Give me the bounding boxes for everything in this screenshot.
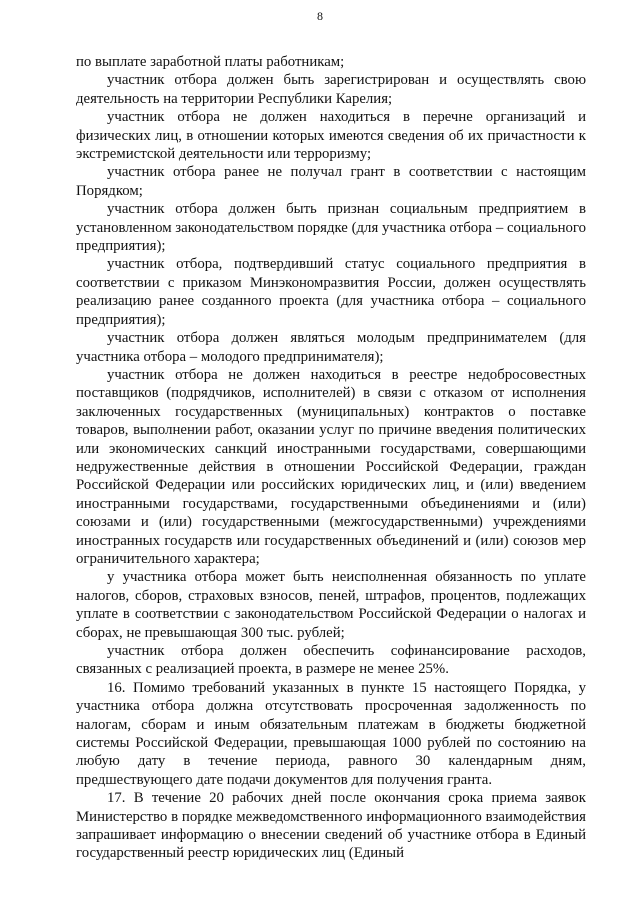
paragraph-requirement-young-entrepreneur: участник отбора должен являться молодым предпринимателем (для участника отбора – молодого предпринимателя);	[76, 330, 586, 365]
paragraph-requirement-unfair-suppliers: участник отбора не должен находиться в реестре недобросовестных поставщиков (подрядчиков, исполнителей) в связи с отказом от исполнения заключенных государственных (муниципальных) контрактов о поставке товаров, выполнении работ, оказании услуг по причине введения политических или экономических санкций иностранными государствами, совершающими недружественные действия в отношении Российской Федерации, граждан Российской Федерации или российских юридических лиц, и (или) введением иностранными государствами, государственными объединениями и (или) союзами и (или) государственными (межгосударственными) учреждениями иностранных государств или государственных объединений и (или) союзов мер ограничительного характера;	[76, 366, 586, 567]
paragraph-requirement-cofinancing: участник отбора должен обеспечить софинансирование расходов, связанных с реализацией проекта, в размере не менее 25%.	[76, 643, 586, 678]
paragraph-requirement-social-enterprise: участник отбора должен быть признан социальным предприятием в установленном законодательством порядке (для участника отбора – социального предприятия);	[76, 201, 586, 255]
paragraph-requirement-no-previous-grant: участник отбора ранее не получал грант в соответствии с настоящим Порядком;	[76, 164, 586, 199]
paragraph-requirement-tax-debt: у участника отбора может быть неисполненная обязанность по уплате налогов, сборов, страховых взносов, пеней, штрафов, процентов, подлежащих уплате в соответствии с законодательством Российской Федерации о налогах и сборах, не превышающая 300 тыс. рублей;	[76, 569, 586, 641]
paragraph-requirement-extremism-list: участник отбора не должен находиться в перечне организаций и физических лиц, в отношении которых имеются сведения об их причастности к экстремистской деятельности или терроризму;	[76, 109, 586, 163]
document-body	[76, 53, 586, 863]
paragraph-requirement-registration: участник отбора должен быть зарегистрирован и осуществлять свою деятельность на территории Республики Карелия;	[76, 72, 586, 107]
page-number: 8	[317, 9, 323, 23]
paragraph-clause-17: 17. В течение 20 рабочих дней после окончания срока приема заявок Министерство в порядке межведомственного информационного взаимодействия запрашивает информацию о внесении сведений об участнике отбора в Единый государственный реестр юридических лиц (Единый	[76, 790, 586, 862]
paragraph-requirement-social-project: участник отбора, подтвердивший статус социального предприятия в соответствии с приказом Минэкономразвития России, должен осуществлять реализацию ранее созданного проекта (для участника отбора – социального предприятия);	[76, 256, 586, 328]
paragraph-continuation: по выплате заработной платы работникам;	[76, 54, 345, 70]
paragraph-clause-16: 16. Помимо требований указанных в пункте 15 настоящего Порядка, у участника отбора должна отсутствовать просроченная задолженность по налогам, сборам и иным обязательным платежам в бюджеты бюджетной системы Российской Федерации, превышающая 1000 рублей по состоянию на любую дату в течение периода, равного 30 календарным дням, предшествующего дате подачи документов для получения гранта.	[76, 679, 586, 788]
